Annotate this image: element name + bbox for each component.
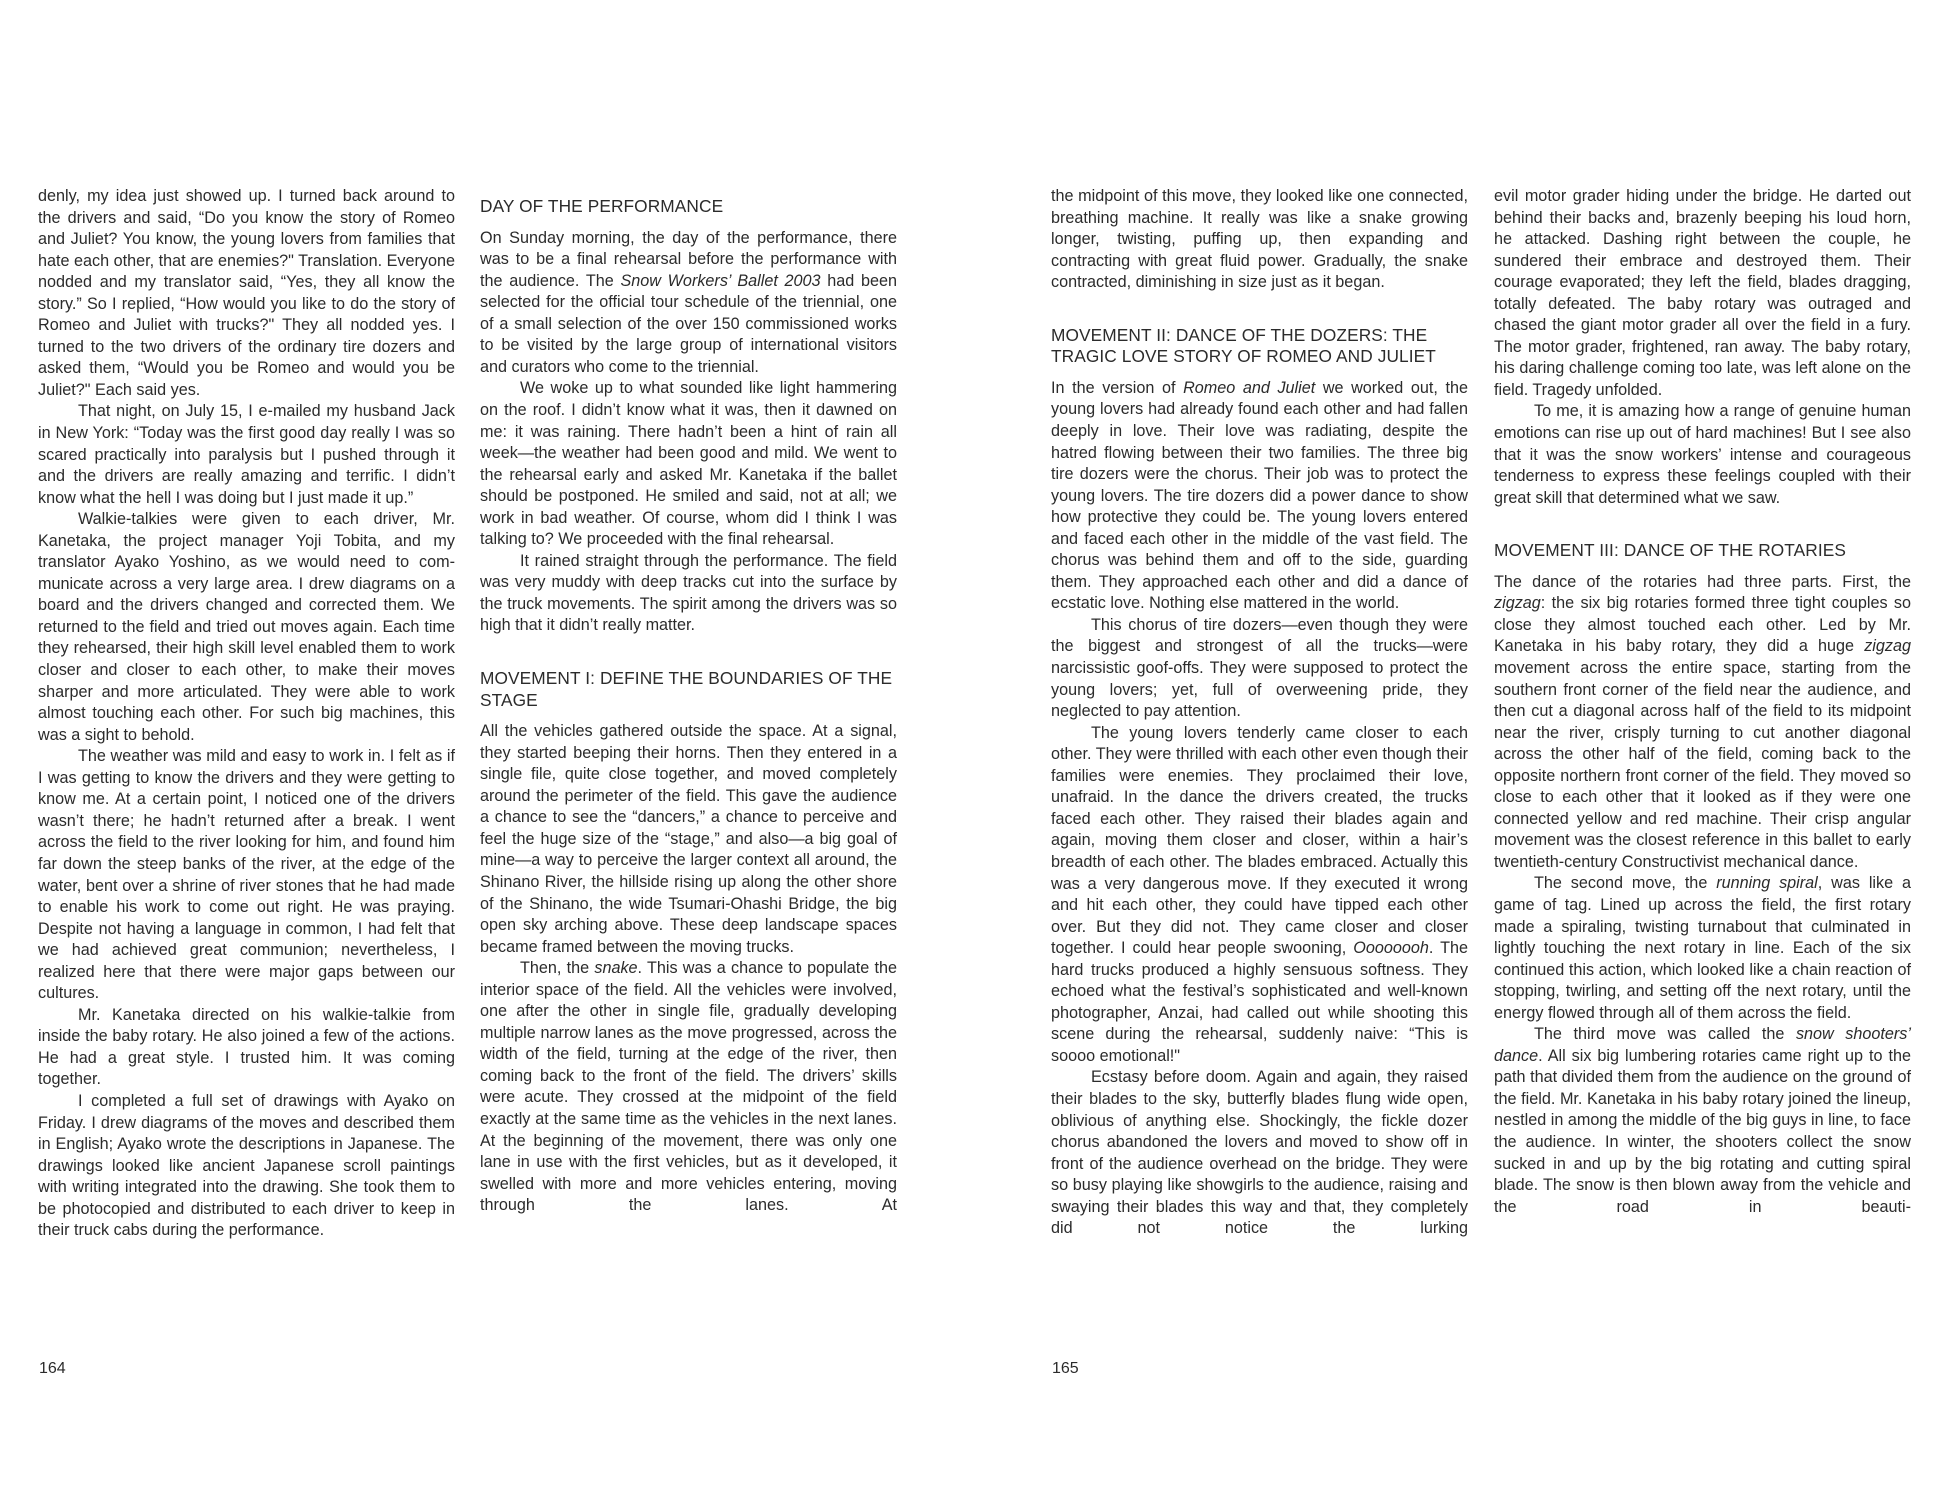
- text-run: Then, the: [520, 959, 595, 978]
- italic-text: zigzag: [1864, 637, 1911, 656]
- text-run: . All six big lumbering rotaries came right up to the path that divided them from the audience on the ground of the field. Mr. Kanetaka in his baby rotary joined the lineup, nestled in among the middle of the big guys in line, to face the audience. In winter, the shooters collect the snow sucked in and up by the big rotating and cutting spiral blade. The snow is then blown away from the vehicle and the road in beauti-: [1494, 1046, 1911, 1216]
- paragraph: All the vehicles gathered outside the space. At a signal, they started beeping their horns. Then they entered in a single file, quite close together, and moved completely around the perimeter of the field. This gave the audience a chance to see the “dancers,” a chance to perceive and feel the huge size of the “stage,” and also—a big goal of mine—a way to perceive the larger context all around, the Shinano River, the hillside rising up along the other shore of the Shinano, the wide Tsumari-Ohashi Bridge, the big open sky arching above. These deep landscape spaces became framed between the moving trucks.: [480, 722, 897, 956]
- paragraph: [1494, 572, 1911, 874]
- italic-text: Snow Workers’ Ballet 2003: [620, 271, 821, 290]
- italic-text: Romeo and Juliet: [1183, 378, 1316, 397]
- paragraph: Ecstasy before doom. Again and again, they raised their blades to the sky, butterfly blades flung wide open, oblivious of anything else. Shockingly, the fickle dozer chorus abandoned the lovers and moved to show off in front of the audience overhead on the bridge. They were so busy playing like showgirls to the audience, raising and swaying their blades this way and that, they completely did not notice the lurking: [1051, 1068, 1468, 1238]
- text-run: . This was a chance to populate the interior space of the field. All the vehicles were involved, one after the other in single file, gradually developing multiple narrow lanes as the move progressed, across the width of the field, turning at the edge of the river, then coming back to the front of the field. The drivers’ skills were acute. They crossed at the midpoint of the field exactly at the same time as the vehicles in the next lanes. At the beginning of the movement, there was only one lane in use with the first vehicles, but as it developed, it swelled with more and more vehicles entering, moving through the lanes. At: [480, 959, 897, 1215]
- paragraph: [480, 228, 897, 379]
- section-heading: MOVEMENT I: DEFINE THE BOUNDARIES OF THE STAGE: [480, 667, 893, 710]
- text-run: The dance of the rotaries had three parts. First, the: [1494, 572, 1911, 591]
- text-run: had been selected for the official tour schedule of the triennial, one of a small selection of the over 150 commissioned works to be visited by the large group of international visitors and curators who come to the triennial.: [480, 271, 897, 376]
- text-run: . The hard trucks produced a highly sensuous softness. They echoed what the festival’s sophisticated and well-known photographer, Anzai, had called out while shooting this scene during the rehearsal, suddenly naive: “This is soooo emotional!": [1051, 939, 1468, 1065]
- paragraph: The weather was mild and easy to work in. I felt as if I was getting to know the drivers and they were getting to know me. At a certain point, I noticed one of the drivers wasn’t there; he hadn’t returned after a break. I went across the field to the river looking for him, and found him far down the steep banks of the river, at the edge of the water, bent over a shrine of river stones that he had made to enable his work to come out right. He was praying. Despite not having a language in common, I had felt that we had achieved great communion; nevertheless, I realized here that there were major gaps between our cultures.: [38, 747, 455, 1003]
- paragraph: evil motor grader hiding under the bridge. He darted out behind their backs and, brazenly beeping his loud horn, he attacked. Dashing right between the couple, he sundered their embrace and destroyed them. Their courage evaporated; they left the field, blades dragging, totally defeated. The baby rotary was outraged and chased the giant motor grader all over the field in a fury. The motor grader, frightened, ran away. The baby rotary, his daring challenge coming too late, was left alone on the field. Tragedy unfolded.: [1494, 187, 1911, 399]
- page-number: 165: [1052, 1360, 1079, 1377]
- paragraph: [480, 958, 897, 1217]
- section-heading: MOVEMENT III: DANCE OF THE ROTARIES: [1494, 540, 1847, 561]
- paragraph: the midpoint of this move, they looked like one connected, breathing machine. It really was like a snake growing longer, twisting, puffing up, then expanding and contracting with great fluid power. Gradually, the snake contracted, diminishing in size just as it began.: [1051, 187, 1468, 292]
- paragraph: [1051, 378, 1468, 615]
- paragraph: To me, it is amazing how a range of genuine human emotions can rise up out of hard machines! But I see also that it was the snow workers’ intense and courageous tenderness to express these feelings coupled with their great skill that determined what we saw.: [1494, 402, 1911, 507]
- column: [1051, 186, 1468, 1240]
- column: [1494, 186, 1911, 1218]
- text-run: The third move was called the: [1534, 1025, 1796, 1044]
- italic-text: snake: [594, 959, 638, 978]
- section-heading: MOVEMENT II: DANCE OF THE DOZERS: THE TRAGIC LOVE STORY OF ROMEO AND JULIET: [1051, 324, 1436, 367]
- paragraph: We woke up to what sounded like light hammering on the roof. I didn’t know what it was, then it dawned on me: it was raining. There hadn’t been a hint of rain all week—the weather had been good and mild. We went to the rehearsal early and asked Mr. Kanetaka if the ballet should be postponed. He smiled and said, not at all; we work in bad weather. Of course, whom did I think I was talking to? We proceeded with the final rehearsal.: [480, 379, 897, 549]
- paragraph: [1494, 1024, 1911, 1218]
- text-run: , was like a game of tag. Lined up across the field, the first rotary made a spiraling, twisting turnabout that culminated in lightly touching the next rotary in line. Each of the six continued this action, which looked like a chain reaction of stopping, twirling, and setting off the next rotary, until the energy flowed through all of them across the field.: [1494, 874, 1911, 1022]
- right-page: [970, 0, 1941, 1500]
- text-run: movement across the entire space, starting from the southern front corner of the field near the audience, and then cut a diagonal across half of the field to its midpoint near the river, crisply turning to cut another diagonal across the other half of the field, coming back to the opposite northern front corner of the field. They moved so close to each other that it looked as if they were one connected yellow and red machine. Their crisp angular movement was the closest reference in this ballet to early twentieth-century Constructivist mechanical dance.: [1494, 658, 1911, 871]
- left-page: [0, 0, 970, 1500]
- section-heading: DAY OF THE PERFORMANCE: [480, 196, 724, 216]
- paragraph: [1494, 873, 1911, 1024]
- paragraph: It rained straight through the performance. The field was very muddy with deep tracks cut into the surface by the truck movements. The spirit among the drivers was so high that it didn’t really matter.: [480, 551, 897, 635]
- column: [38, 186, 455, 1242]
- italic-text: Oooooooh: [1353, 939, 1429, 958]
- text-run: we worked out, the young lovers had already found each other and had fallen deeply in love. Their love was radiating, despite the hatred flowing between their two families. The three big tire dozers were the chorus. Their job was to protect the young lovers. The tire dozers did a power dance to show how protective they could be. The young lovers entered and faced each other in the middle of the vast field. The chorus was behind them and off to the side, guarding them. They approached each other and did a dance of ecstatic love. Nothing else mattered in the world.: [1051, 378, 1468, 613]
- paragraph: denly, my idea just showed up. I turned back around to the drivers and said, “Do you know the story of Romeo and Juliet? You know, the young lovers from families that hate each other, that are enemies?" Translation. Everyone nodded and my translator said, “Yes, they all know the story.” So I replied, “How would you like to do the story of Romeo and Juliet with trucks?" They all nodded yes. I turned to the two drivers of the ordinary tire dozers and asked them, “Would you be Romeo and would you be Juliet?" Each said yes.: [38, 187, 455, 399]
- paragraph: That night, on July 15, I e-mailed my husband Jack in New York: “Today was the first good day really I was so scared practically into paralysis but I pushed through it and the drivers are really amazing and terrific. I didn’t know what the hell I was doing but I just made it up.”: [38, 402, 455, 507]
- paragraph: Mr. Kanetaka directed on his walkie-talkie from inside the baby rotary. He also joined a few of the actions. He had a great style. I trusted him. It was coming together.: [38, 1005, 455, 1089]
- paragraph: Walkie-talkies were given to each driver, Mr. Kanetaka, the project manager Yoji Tobita, and my translator Ayako Yoshino, as we would need to communicate across a very large area. I drew diagrams on a board and the drivers changed and corrected them. We returned to the field and tried out moves again. Each time they rehearsed, their high skill level enabled them to work closer and closer to each other, to make their moves sharper and more articulated. They were able to work almost touching each other. For such big machines, this was a sight to behold.: [38, 510, 455, 744]
- text-run: The second move, the: [1534, 874, 1717, 893]
- paragraph: I completed a full set of drawings with Ayako on Friday. I drew diagrams of the moves and described them in English; Ayako wrote the descriptions in Japanese. The drawings looked like ancient Japanese scroll paintings with writing integrated into the drawing. She took them to be photocopied and distributed to each driver to keep in their truck cabs during the performance.: [38, 1091, 455, 1240]
- text-run: In the version of: [1051, 378, 1184, 397]
- column: [480, 186, 897, 1217]
- italic-text: zigzag: [1494, 594, 1541, 613]
- italic-text: running spiral: [1716, 874, 1818, 893]
- paragraph: This chorus of tire dozers—even though they were the biggest and strongest of all the trucks—were narcissistic goof-offs. They were supposed to protect the young lovers; yet, full of overweening pride, they neglected to pay attention.: [1051, 615, 1468, 721]
- text-run: The young lovers tenderly came closer to each other. They were thrilled with each other even though their families were enemies. They proclaimed their love, unafraid. In the dance the drivers created, the trucks faced each other. They raised their blades again and again, moving them closer and closer, within a hair’s breadth of each other. The blades embraced. Actually this was a very dangerous move. If they executed it wrong and hit each other, they could have tipped each other over. But they did not. They came closer and closer together. I could hear people swooning,: [1051, 723, 1468, 958]
- paragraph: [1051, 723, 1468, 1068]
- italic-text: snow shooters’ dance: [1494, 1025, 1911, 1065]
- page-number: 164: [39, 1360, 66, 1377]
- text-run: : the six big rotaries formed three tight couples so close they almost touched each other. Led by Mr. Kanetaka in his baby rotary, they did a huge: [1494, 594, 1911, 656]
- text-run: On Sunday morning, the day of the performance, there was to be a final rehearsal before the performance with the audience. The: [480, 228, 897, 290]
